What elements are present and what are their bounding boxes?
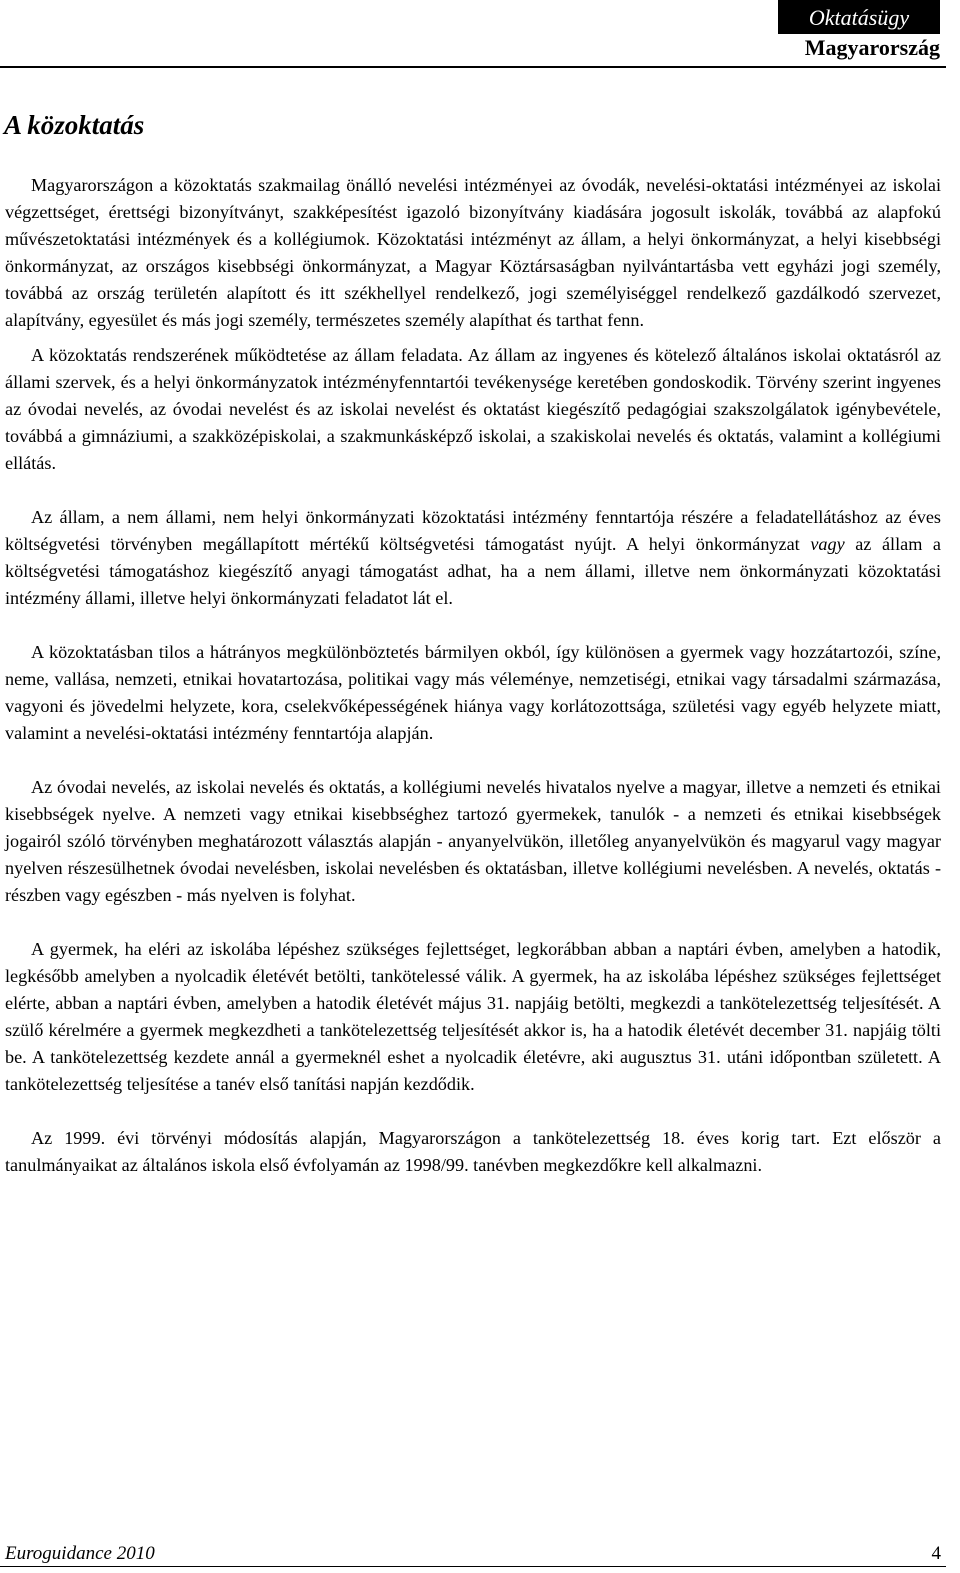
page-number: 4 xyxy=(931,1543,941,1564)
page-title: A közoktatás xyxy=(4,110,145,140)
paragraph-5: Az óvodai nevelés, az iskolai nevelés és oktatás, a kollégiumi nevelés hivatalos nyelve a magyar, illetve a nemzeti és etnikai kisebbségek nyelve. A nemzeti vagy etnikai kisebbséghez tartozó gyermekek, tanulók - a nemzeti és etnikai kisebbségek jogairól szóló törvényben meghatározott választás alapján - anyanyelvükön, illetőleg anyanyelvükön és magyarul vagy magyar nyelven részesülhetnek óvodai nevelésben, iskolai nevelésben és oktatásban, illetve kollégiumi nevelésben. A nevelés, oktatás - részben vagy egészben - más nyelven is folyhat. xyxy=(5,777,941,905)
paragraph-4: A közoktatásban tilos a hátrányos megkülönböztetés bármilyen okból, így különösen a gyermek vagy hozzátartozói, színe, neme, vallása, nemzeti, etnikai hovatartozása, politikai vagy más véleménye, nemzetiségi, etnikai vagy társadalmi származása, vagyoni és jövedelmi helyzete, kora, cselekvőképességének hiánya vagy korlátozottsága, születési vagy egyéb helyzete miatt, valamint a nevelési-oktatási intézmény fenntartója alapján. xyxy=(5,642,941,743)
paragraph-3-text-after: az állam a költségvetési támogatáshoz kiegészítő anyagi támogatást adhat, ha a nem állami, illetve nem önkormányzati közoktatási intézmény állami, illetve helyi önkormányzati feladatot lát el. xyxy=(5,534,941,608)
header-rule xyxy=(0,66,946,68)
paragraph-6: A gyermek, ha eléri az iskolába lépéshez szükséges fejlettséget, legkorábban abban a naptári évben, amelyben a hatodik, legkésőbb amelyben a nyolcadik életévét betölti, tankötelessé válik. A gyermek, ha az iskolába lépéshez szükséges fejlettséget elérte, abban a naptári évben, amelyben a hatodik életévét május 31. napjáig betölti, megkezdi a tankötelezettség teljesítését. A szülő kérelmére a gyermek megkezdheti a tankötelezettség teljesítését akkor is, ha a hatodik életévét december 31. napjáig tölti be. A tankötelezettség kezdete annál a gyermeknél eshet a nyolcadik életévre, aki augusztus 31. utáni időpontban született. A tankötelezettség teljesítése a tanév első tanítási napján kezdődik. xyxy=(5,939,941,1094)
paragraph-1: Magyarországon a közoktatás szakmailag önálló nevelési intézményei az óvodák, nevelési-oktatási intézményei az iskolai végzettséget, érettségi bizonyítványt, szakképesítést igazoló bizonyítvány kiadására jogosult iskolák, továbbá az alapfokú művészetoktatási intézmények és a kollégiumok. Közoktatási intézményt az állam, a helyi önkormányzat, a helyi kisebbségi önkormányzat, az országos kisebbségi önkormányzat, a Magyar Köztársaságban nyilvántartásba vett egyházi jogi személy, továbbá az ország területén alapított és itt székhellyel rendelkező, jogi személyiséggel rendelkező gazdálkodó szervezet, alapítvány, egyesület és más jogi személy, természetes személy alapíthat és tarthat fenn. xyxy=(5,175,941,330)
header-badge: Oktatásügy xyxy=(778,0,940,34)
document-header xyxy=(778,0,940,62)
footer-rule xyxy=(0,1566,946,1567)
paragraph-3 xyxy=(5,504,941,612)
paragraph-7: Az 1999. évi törvényi módosítás alapján, Magyarországon a tankötelezettség 18. éves korig tart. Ezt először a tanulmányaikat az általános iskola első évfolyamán az 1998/99. tanévben megkezdőkre kell alkalmazni. xyxy=(5,1128,941,1175)
document-footer xyxy=(5,1542,941,1566)
paragraph-3-text-before: Az állam, a nem állami, nem helyi önkormányzati közoktatási intézmény fenntartója részére a feladatellátáshoz az éves költségvetési törvényben megállapított mértékű költségvetési támogatást nyújt. A helyi önkormányzat xyxy=(5,507,941,554)
header-subtitle: Magyarország xyxy=(804,35,940,60)
paragraph-3-italic-word: vagy xyxy=(810,534,845,554)
document-body xyxy=(5,172,941,1179)
paragraph-2: A közoktatás rendszerének működtetése az állam feladata. Az állam az ingyenes és kötelező általános iskolai oktatásról az állami szervek, és a helyi önkormányzatok intézményfenntartói tevékenysége keretében gondoskodik. Törvény szerint ingyenes az óvodai nevelés, az óvodai nevelést és az iskolai nevelést és oktatást kiegészítő pedagógiai szakszolgálatok igénybevétele, továbbá a gimnáziumi, a szakközépiskolai, a szakmunkásképző iskolai, a szakiskolai nevelés és oktatás, valamint a kollégiumi ellátás. xyxy=(5,345,941,473)
footer-source: Euroguidance 2010 xyxy=(5,1543,155,1564)
